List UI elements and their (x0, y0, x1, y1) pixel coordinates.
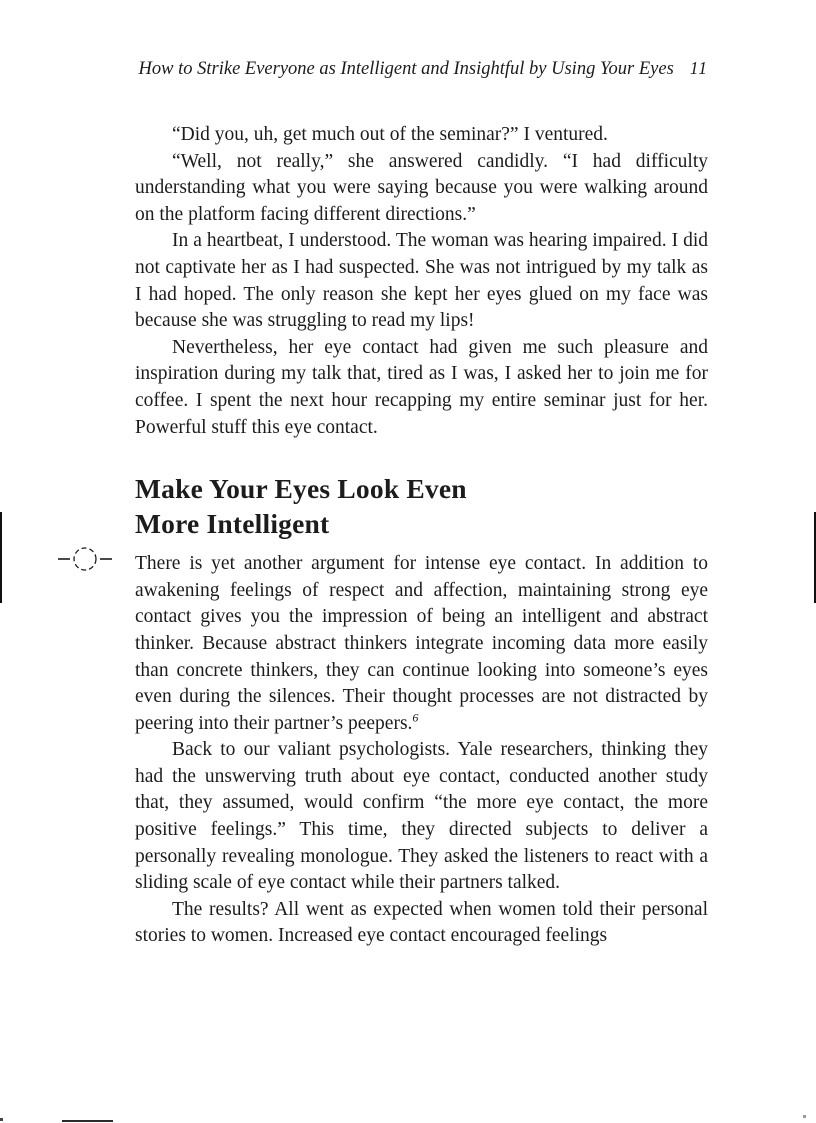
footnote-marker: 6 (412, 710, 419, 725)
page-number: 11 (689, 58, 708, 78)
section-heading (135, 471, 708, 541)
paragraph (135, 551, 708, 737)
section-heading-line2: More Intelligent (135, 508, 330, 540)
running-title: How to Strike Everyone as Intelligent and Insightful by Using Your Eyes (138, 59, 674, 79)
paragraph: “Did you, uh, get much out of the seminar?” I ventured. (172, 124, 608, 145)
paragraph: Back to our valiant psychologists. Yale researchers, thinking they had the unswerving truth about eye contact, conducted another study that, they assumed, would confirm “the more eye contact, the more positive feelings.” This time, they directed subjects to deliver a personally revealing monologue. They asked the listeners to react with a sliding scale of eye contact while their partners talked. (135, 739, 708, 894)
trim-tick-bottom-left (0, 1118, 3, 1121)
paragraph: In a heartbeat, I understood. The woman was hearing impaired. I did not captivate her as I had suspected. She was not intrigued by my talk as I had hoped. The only reason she kept her eyes glued on my face was because she was struggling to read my lips! (135, 230, 708, 332)
paragraph: The results? All went as expected when women told their personal stories to women. Increased eye contact encouraged feelings (135, 898, 708, 947)
paragraph: Nevertheless, her eye contact had given me such pleasure and inspiration during my talk that, tired as I was, I asked her to join me for coffee. I spent the next hour recapping my entire seminar just for her. Powerful stuff this eye contact. (135, 336, 708, 438)
trim-tick-bottom-right (803, 1115, 806, 1118)
page-body (135, 122, 708, 950)
trim-mark-bottom (62, 1120, 113, 1122)
trim-mark-left (0, 512, 2, 603)
paragraph-text: There is yet another argument for intense eye contact. In addition to awakening feelings of respect and affection, maintaining strong eye contact gives you the impression of being an intelligent and abstract thinker. Because abstract thinkers integrate incoming data more easily than concrete thinkers, they can continue looking into someone’s eyes even during the silences. Their thought processes are not distracted by peering into their partner’s peepers. (135, 553, 708, 734)
paragraph: “Well, not really,” she answered candidly. “I had difficulty understanding what you were saying because you were walking around on the platform facing different directions.” (135, 150, 708, 225)
registration-mark-icon (58, 544, 112, 574)
running-header (135, 58, 708, 80)
section-heading-line1: Make Your Eyes Look Even (135, 473, 467, 505)
